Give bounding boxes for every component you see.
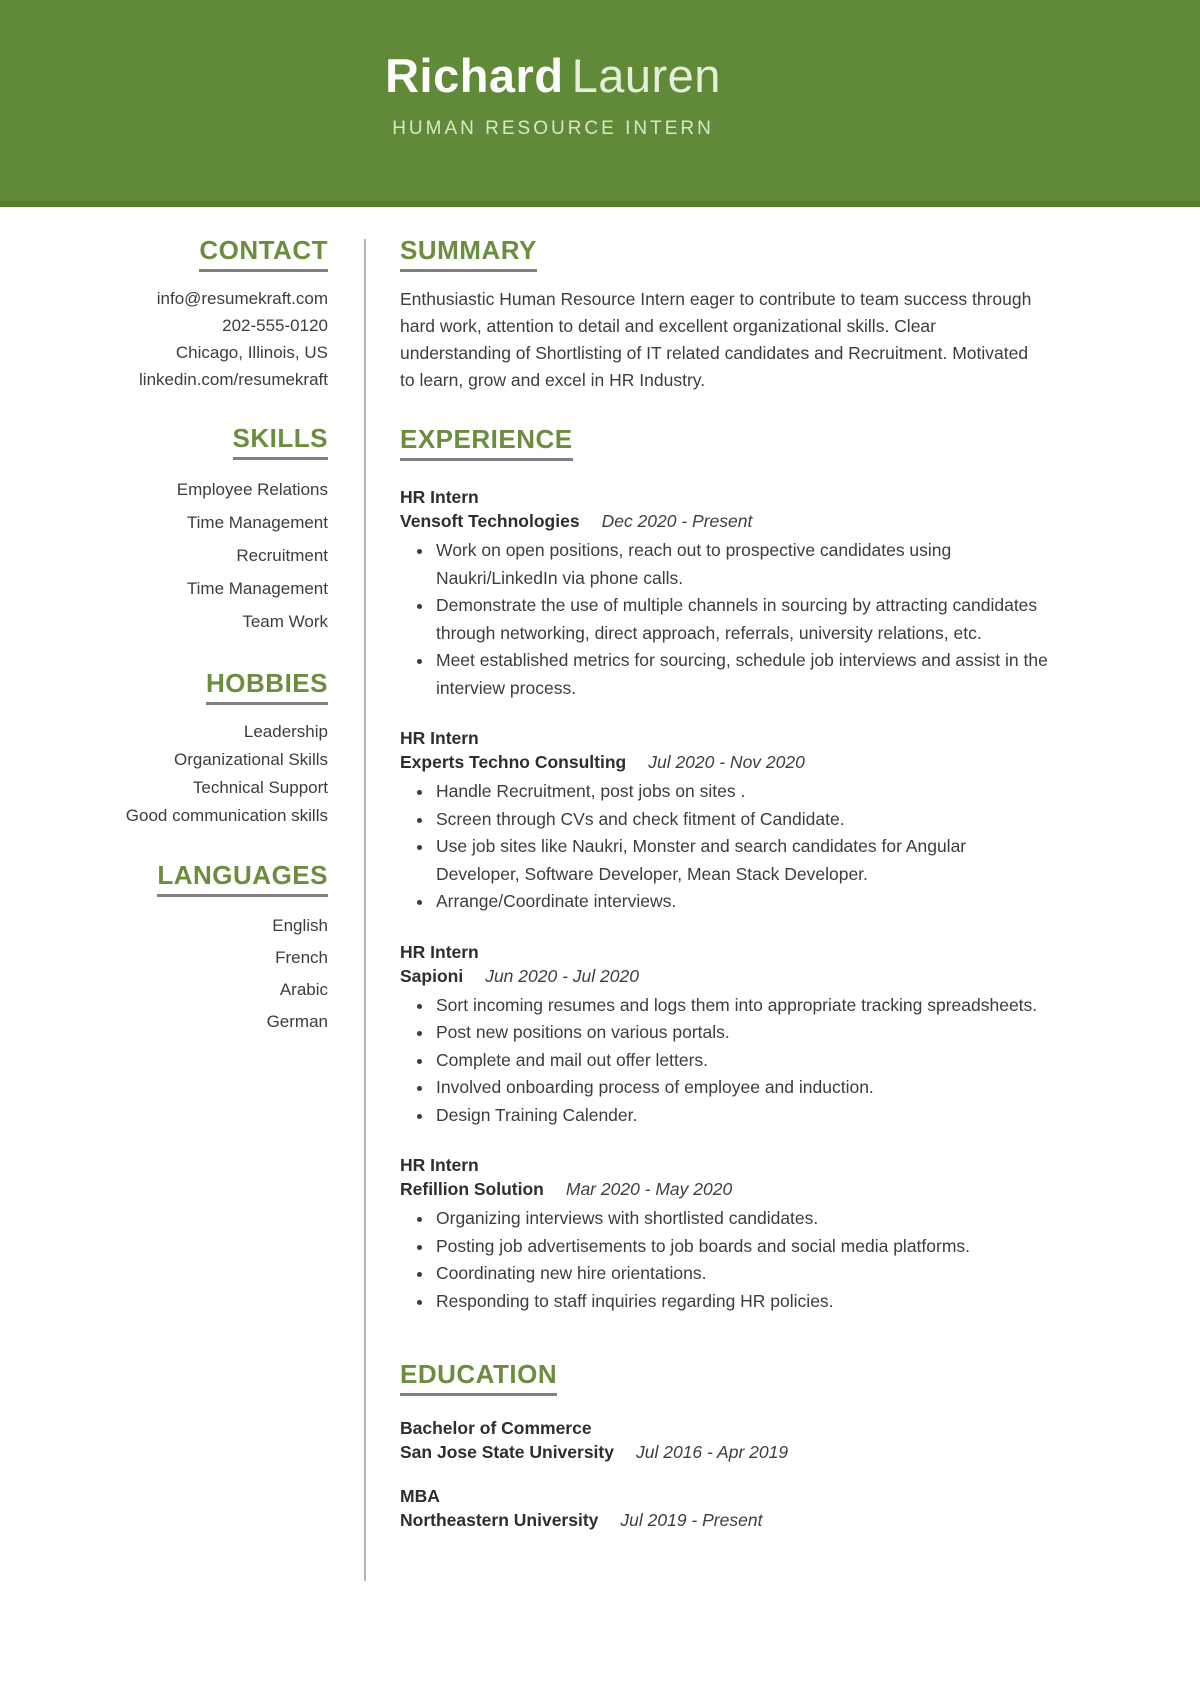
contact-section [100, 235, 328, 393]
education-entry [400, 1484, 1048, 1532]
hobby-item: Good communication skills [125, 806, 328, 825]
education-meta [400, 1440, 1048, 1464]
job-role: HR Intern [400, 487, 479, 507]
school: San Jose State University [400, 1442, 614, 1462]
languages-list [100, 910, 328, 1038]
job-bullet: • Sort incoming resumes and logs them into appropriate tracking spreadsheets. [434, 992, 1048, 1020]
skill-item: Recruitment [236, 546, 328, 565]
contact-email: info@resumekraft.com [156, 289, 328, 308]
hobbies-heading: HOBBIES [206, 668, 328, 705]
job-bullet: • Work on open positions, reach out to prospective candidates using Naukri/LinkedIn via phone calls. [434, 537, 1048, 592]
summary-text: Enthusiastic Human Resource Intern eager to contribute to team success through hard work, attention to detail and excellent organizational skills. Clear understanding of Shortlisting of IT related candidates and Recruitment. Motivated to learn, grow and excel in HR Industry. [400, 289, 1032, 390]
job-entry [400, 940, 1048, 1130]
job-bullets [400, 778, 1048, 916]
language-item: English [272, 916, 328, 935]
job-bullets [400, 1205, 1048, 1315]
hobby-item: Organizational Skills [173, 750, 328, 769]
vertical-divider [364, 239, 366, 1581]
job-bullet: • Responding to staff inquiries regarding HR policies. [434, 1288, 1048, 1316]
job-bullet: • Complete and mail out offer letters. [434, 1047, 1048, 1075]
job-meta [400, 964, 1048, 988]
skills-list [100, 473, 328, 638]
job-meta [400, 750, 1048, 774]
job-bullet: • Organizing interviews with shortlisted candidates. [434, 1205, 1048, 1233]
skill-item: Employee Relations [176, 480, 328, 499]
header-band [0, 0, 1200, 207]
job-bullet: • Screen through CVs and check fitment of Candidate. [434, 806, 1048, 834]
contact-location: Chicago, Illinois, US [175, 343, 328, 362]
experience-heading: EXPERIENCE [400, 424, 573, 461]
sidebar [100, 235, 328, 1581]
last-name: Lauren [571, 49, 721, 102]
language-item: Arabic [279, 980, 328, 999]
job-bullets [400, 537, 1048, 702]
job-company: Refillion Solution [400, 1179, 544, 1199]
job-dates: Dec 2020 - Present [601, 511, 753, 531]
contact-phone: 202-555-0120 [222, 316, 328, 335]
skill-item: Time Management [186, 579, 328, 598]
skill-item: Time Management [186, 513, 328, 532]
job-dates: Jul 2020 - Nov 2020 [648, 752, 805, 772]
job-bullet: • Coordinating new hire orientations. [434, 1260, 1048, 1288]
job-entry [400, 726, 1048, 916]
job-meta [400, 509, 1048, 533]
hobby-item: Technical Support [192, 778, 328, 797]
job-role: HR Intern [400, 1155, 479, 1175]
job-dates: Jun 2020 - Jul 2020 [485, 965, 639, 986]
job-bullet: • Arrange/Coordinate interviews. [434, 888, 1048, 916]
education-entry [400, 1416, 1048, 1464]
job-bullet: • Involved onboarding process of employee and induction. [434, 1074, 1048, 1102]
job-bullet: • Use job sites like Naukri, Monster and search candidates for Angular Developer, Software Developer, Mean Stack Developer. [434, 833, 1048, 888]
job-company: Experts Techno Consulting [400, 752, 627, 772]
education-heading: EDUCATION [400, 1359, 557, 1396]
first-name: Richard [385, 49, 564, 102]
education-dates: Jul 2016 - Apr 2019 [635, 1442, 789, 1462]
job-role: HR Intern [400, 941, 479, 962]
person-job-title: HUMAN RESOURCE INTERN [392, 118, 714, 139]
degree: MBA [400, 1486, 440, 1506]
job-dates: Mar 2020 - May 2020 [565, 1179, 733, 1199]
school: Northeastern University [400, 1510, 599, 1530]
hobbies-section [100, 668, 328, 830]
skills-heading: SKILLS [233, 423, 328, 460]
education-section [400, 1359, 1048, 1532]
job-company: Vensoft Technologies [400, 511, 580, 531]
job-entry [400, 1153, 1048, 1315]
language-item: French [275, 948, 328, 967]
education-dates: Jul 2019 - Present [620, 1510, 763, 1530]
experience-section [400, 424, 1048, 1315]
job-meta [400, 1177, 1048, 1201]
contact-list [100, 285, 328, 393]
job-entry [400, 485, 1048, 702]
job-bullet: • Post new positions on various portals. [434, 1019, 1048, 1047]
job-bullet: • Design Training Calender. [434, 1102, 1048, 1130]
job-company: Sapioni [400, 965, 464, 986]
job-bullet: • Demonstrate the use of multiple channels in sourcing by attracting candidates through networking, direct approach, referrals, university relations, etc. [434, 592, 1048, 647]
job-bullet: • Handle Recruitment, post jobs on sites . [434, 778, 1048, 806]
person-name [0, 50, 1106, 102]
contact-linkedin: linkedin.com/resumekraft [139, 370, 328, 389]
hobby-item: Leadership [243, 722, 328, 741]
skills-section [100, 423, 328, 638]
hobbies-list [100, 718, 328, 830]
job-bullets [400, 992, 1048, 1130]
main-column [400, 235, 1048, 1581]
languages-section [100, 860, 328, 1038]
languages-heading: LANGUAGES [157, 860, 328, 897]
skill-item: Team Work [242, 612, 328, 631]
job-role: HR Intern [400, 728, 479, 748]
job-bullet: • Posting job advertisements to job boards and social media platforms. [434, 1233, 1048, 1261]
job-bullet: • Meet established metrics for sourcing, schedule job interviews and assist in the interview process. [434, 647, 1048, 702]
language-item: German [266, 1012, 328, 1031]
summary-heading: SUMMARY [400, 235, 537, 272]
content-area [0, 207, 1200, 1581]
summary-section [400, 235, 1048, 394]
contact-heading: CONTACT [199, 235, 328, 272]
degree: Bachelor of Commerce [400, 1418, 592, 1438]
education-meta [400, 1508, 1048, 1532]
